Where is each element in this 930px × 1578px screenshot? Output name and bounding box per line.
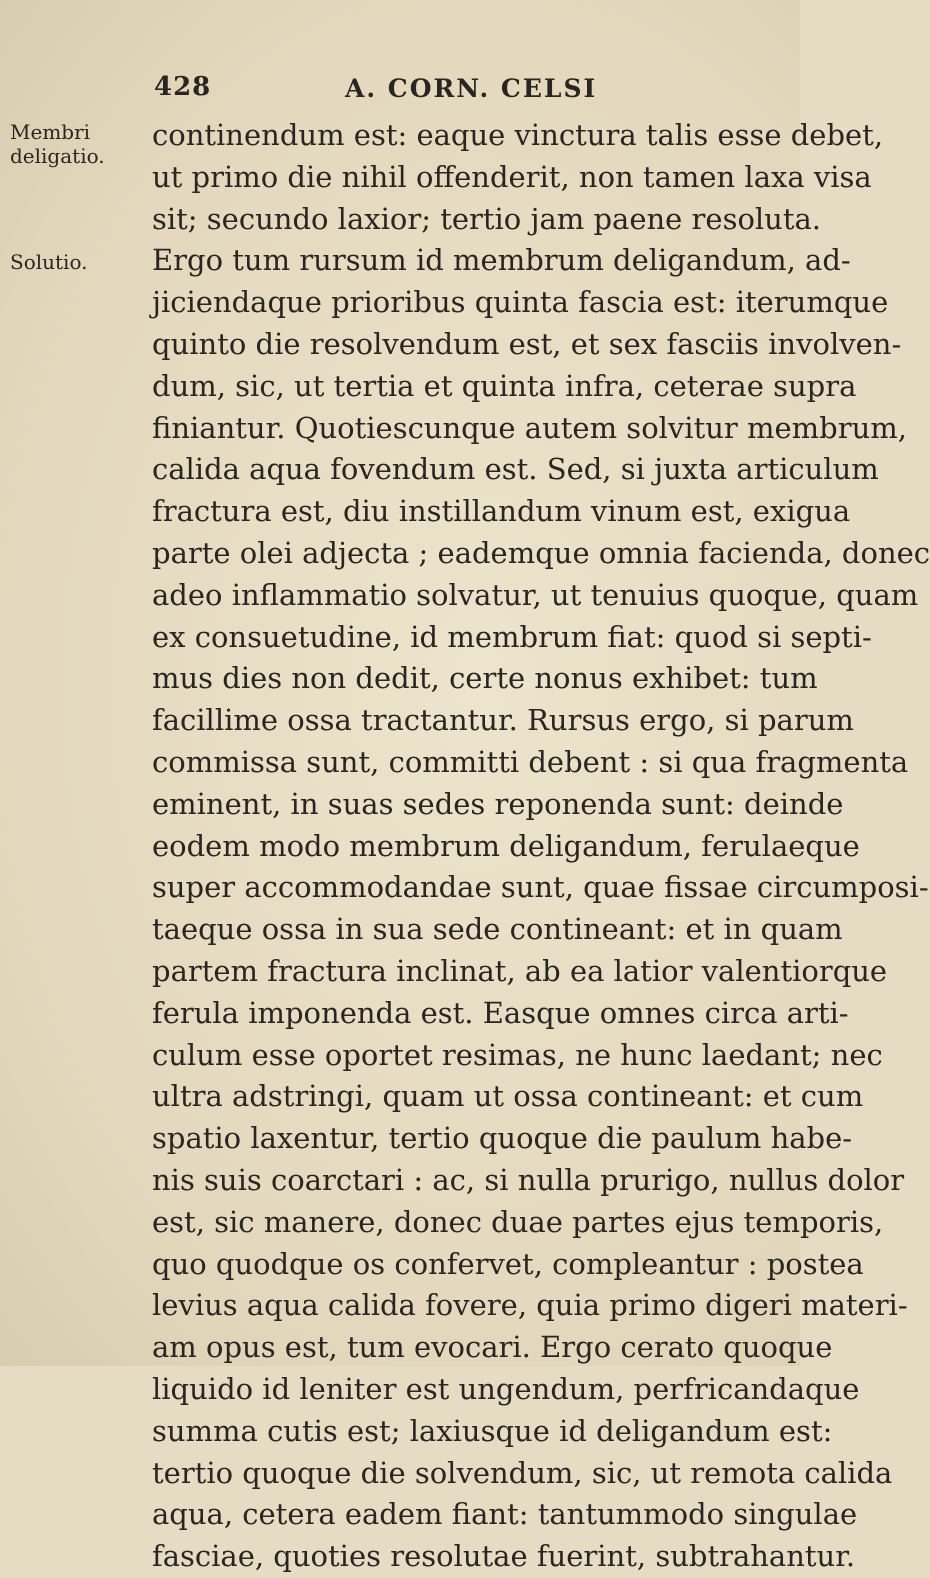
text-line: eodem modo membrum deligandum, ferulaeque <box>152 828 860 863</box>
margin-note-solutio: Solutio. <box>10 250 88 274</box>
text-line: ex consuetudine, id membrum fiat: quod si septi- <box>152 619 872 654</box>
text-line: quo quodque os confervet, compleantur : postea <box>152 1246 864 1281</box>
page-number: 428 <box>154 72 212 102</box>
text-line: fractura est, diu instillandum vinum est, exigua <box>152 494 851 529</box>
text-line: am opus est, tum evocari. Ergo cerato quoque <box>152 1330 833 1365</box>
text-line: jiciendaque prioribus quinta fascia est: iterumque <box>152 285 889 320</box>
text-line: culum esse oportet resimas, ne hunc laedant; nec <box>152 1037 883 1072</box>
text-line: mus dies non dedit, certe nonus exhibet: tum <box>152 661 818 696</box>
text-line: ut primo die nihil offenderit, non tamen laxa visa <box>152 159 872 194</box>
text-line: tertio quoque die solvendum, sic, ut remota calida <box>152 1455 893 1490</box>
text-line: Ergo tum rursum id membrum deligandum, ad- <box>152 243 851 278</box>
page-header <box>0 72 800 112</box>
text-line: ultra adstringi, quam ut ossa contineant: et cum <box>152 1079 864 1114</box>
text-line: levius aqua calida fovere, quia primo digeri materi- <box>152 1288 908 1323</box>
text-line: dum, sic, ut tertia et quinta infra, ceterae supra <box>152 368 857 403</box>
text-line: parte olei adjecta ; eademque omnia facienda, donec <box>152 535 930 570</box>
text-line: spatio laxentur, tertio quoque die paulum habe- <box>152 1121 853 1156</box>
text-line: fasciae, quoties resolutae fuerint, subtrahantur. <box>152 1539 856 1574</box>
margin-note-membri-deligatio: Membri deligatio. <box>10 120 105 168</box>
text-line: finiantur. Quotiescunque autem solvitur membrum, <box>152 410 907 445</box>
text-line: continendum est: eaque vinctura talis esse debet, <box>152 118 884 152</box>
text-line: quinto die resolvendum est, et sex fasciis involven- <box>152 326 902 361</box>
text-line: liquido id leniter est ungendum, perfricandaque <box>152 1371 860 1406</box>
text-line: calida aqua fovendum est. Sed, si juxta articulum <box>152 452 879 487</box>
text-line: sit; secundo laxior; tertio jam paene resoluta. <box>152 201 822 236</box>
text-line: partem fractura inclinat, ab ea latior valentiorque <box>152 953 888 988</box>
text-line: facillime ossa tractantur. Rursus ergo, si parum <box>152 703 854 738</box>
text-line: est, sic manere, donec duae partes ejus temporis, <box>152 1204 884 1239</box>
text-line: taeque ossa in sua sede contineant: et in quam <box>152 912 843 947</box>
text-line: nis suis coarctari : ac, si nulla prurigo, nullus dolor <box>152 1162 905 1197</box>
running-title: A. CORN. CELSI <box>345 74 598 103</box>
text-line: adeo inflammatio solvatur, ut tenuius quoque, quam <box>152 577 919 612</box>
text-line: eminent, in suas sedes reponenda sunt: deinde <box>152 786 844 821</box>
text-line: summa cutis est; laxiusque id deligandum est: <box>152 1413 833 1448</box>
text-line: super accommodandae sunt, quae fissae circumposi- <box>152 870 929 905</box>
text-line: commissa sunt, committi debent : si qua fragmenta <box>152 744 909 779</box>
body-text <box>152 115 930 1578</box>
text-line: aqua, cetera eadem fiant: tantummodo singulae <box>152 1497 858 1532</box>
text-line: ferula imponenda est. Easque omnes circa arti- <box>152 995 849 1030</box>
